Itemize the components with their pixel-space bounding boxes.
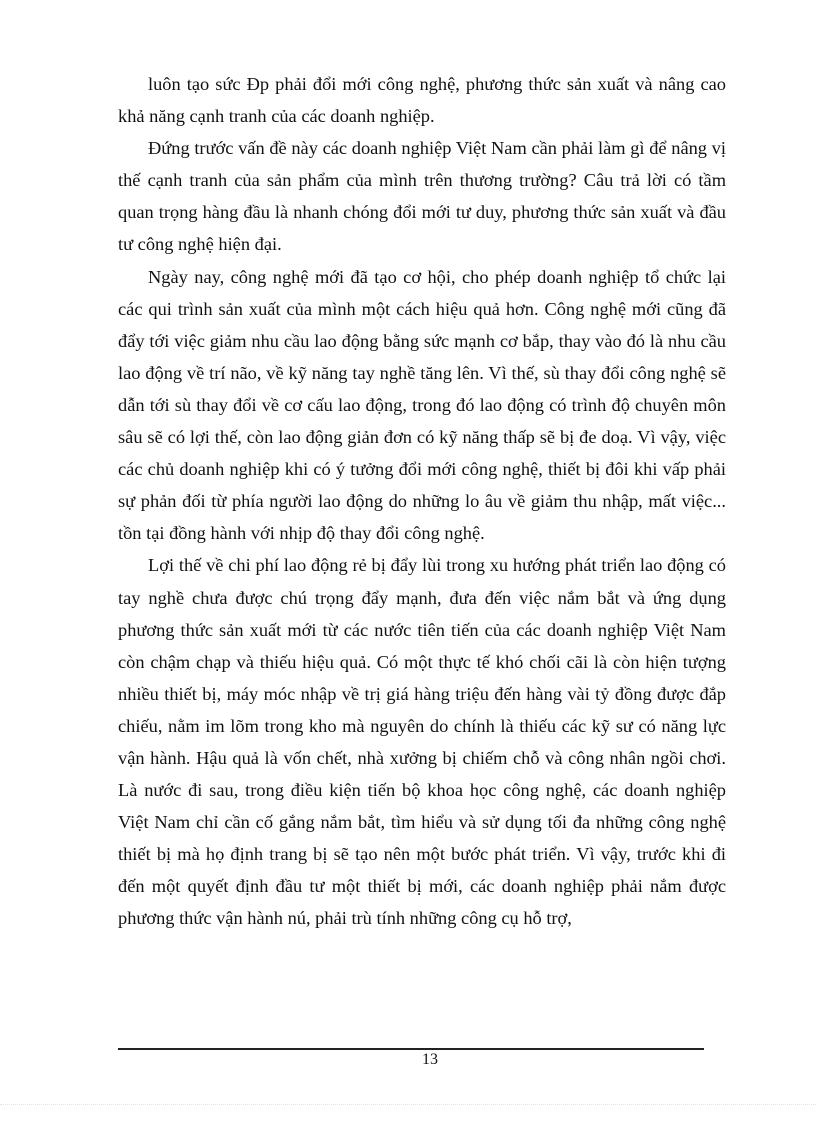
paragraph-4: Lợi thế về chi phí lao động rẻ bị đẩy lùi trong xu hướng phát triển lao động có tay nghề chưa được chú trọng đẩy mạnh, đưa đến việc nắm bắt và ứng dụng phương thức sản xuất mới từ các nước tiên tiến của các doanh nghiệp Việt Nam còn chậm chạp và thiếu hiệu quả. Có một thực tế khó chối cãi là còn hiện tượng nhiều thiết bị, máy móc nhập về trị giá hàng triệu đến hàng vài tỷ đồng được đắp chiếu, nằm im lõm trong kho mà nguyên do chính là thiếu các kỹ sư có năng lực vận hành. Hậu quả là vốn chết, nhà xưởng bị chiếm chỗ và công nhân ngồi chơi. Là nước đi sau, trong điều kiện tiến bộ khoa học công nghệ, các doanh nghiệp Việt Nam chỉ cần cố gắng nắm bắt, tìm hiểu và sử dụng tối đa những công nghệ thiết bị mà họ định trang bị sẽ tạo nên một bước phát triển. Vì vậy, trước khi đi đến một quyết định đầu tư một thiết bị mới, các doanh nghiệp phải nắm được phương thức vận hành nú, phải trù tính những công cụ hỗ trợ, xyxy=(118,555,726,929)
paragraph-2: Đứng trước vấn đề này các doanh nghiệp Việt Nam cần phải làm gì để nâng vị thế cạnh tranh của sản phẩm của mình trên thương trường? Câu trả lời có tầm quan trọng hàng đầu là nhanh chóng đổi mới tư duy, phương thức sản xuất và đầu tư công nghệ hiện đại. xyxy=(118,138,726,255)
paragraph-1: luôn tạo sức Đp phải đổi mới công nghệ, phương thức sản xuất và nâng cao khả năng cạnh tranh của các doanh nghiệp. xyxy=(118,74,726,127)
page-bottom-edge xyxy=(0,1104,816,1105)
footer-divider xyxy=(118,1048,704,1050)
paragraph-3: Ngày nay, công nghệ mới đã tạo cơ hội, cho phép doanh nghiệp tổ chức lại các qui trình sản xuất của mình một cách hiệu quả hơn. Công nghệ mới cũng đã đẩy tới việc giảm nhu cầu lao động bằng sức mạnh cơ bắp, thay vào đó là nhu cầu lao động về trí não, về kỹ năng tay nghề tăng lên. Vì thế, sù thay đổi công nghệ sẽ dẫn tới sù thay đổi về cơ cấu lao động, trong đó lao động có trình độ chuyên môn sâu sẽ có lợi thế, còn lao động giản đơn có kỹ năng thấp sẽ bị đe doạ. Vì vậy, việc các chủ doanh nghiệp khi có ý tưởng đổi mới công nghệ, thiết bị đôi khi vấp phải sự phản đối từ phía người lao động do những lo âu về giảm thu nhập, mất việc... tồn tại đồng hành với nhịp độ thay đổi công nghệ. xyxy=(118,266,726,544)
body-text xyxy=(118,68,726,935)
page-number: 13 xyxy=(422,1051,438,1068)
